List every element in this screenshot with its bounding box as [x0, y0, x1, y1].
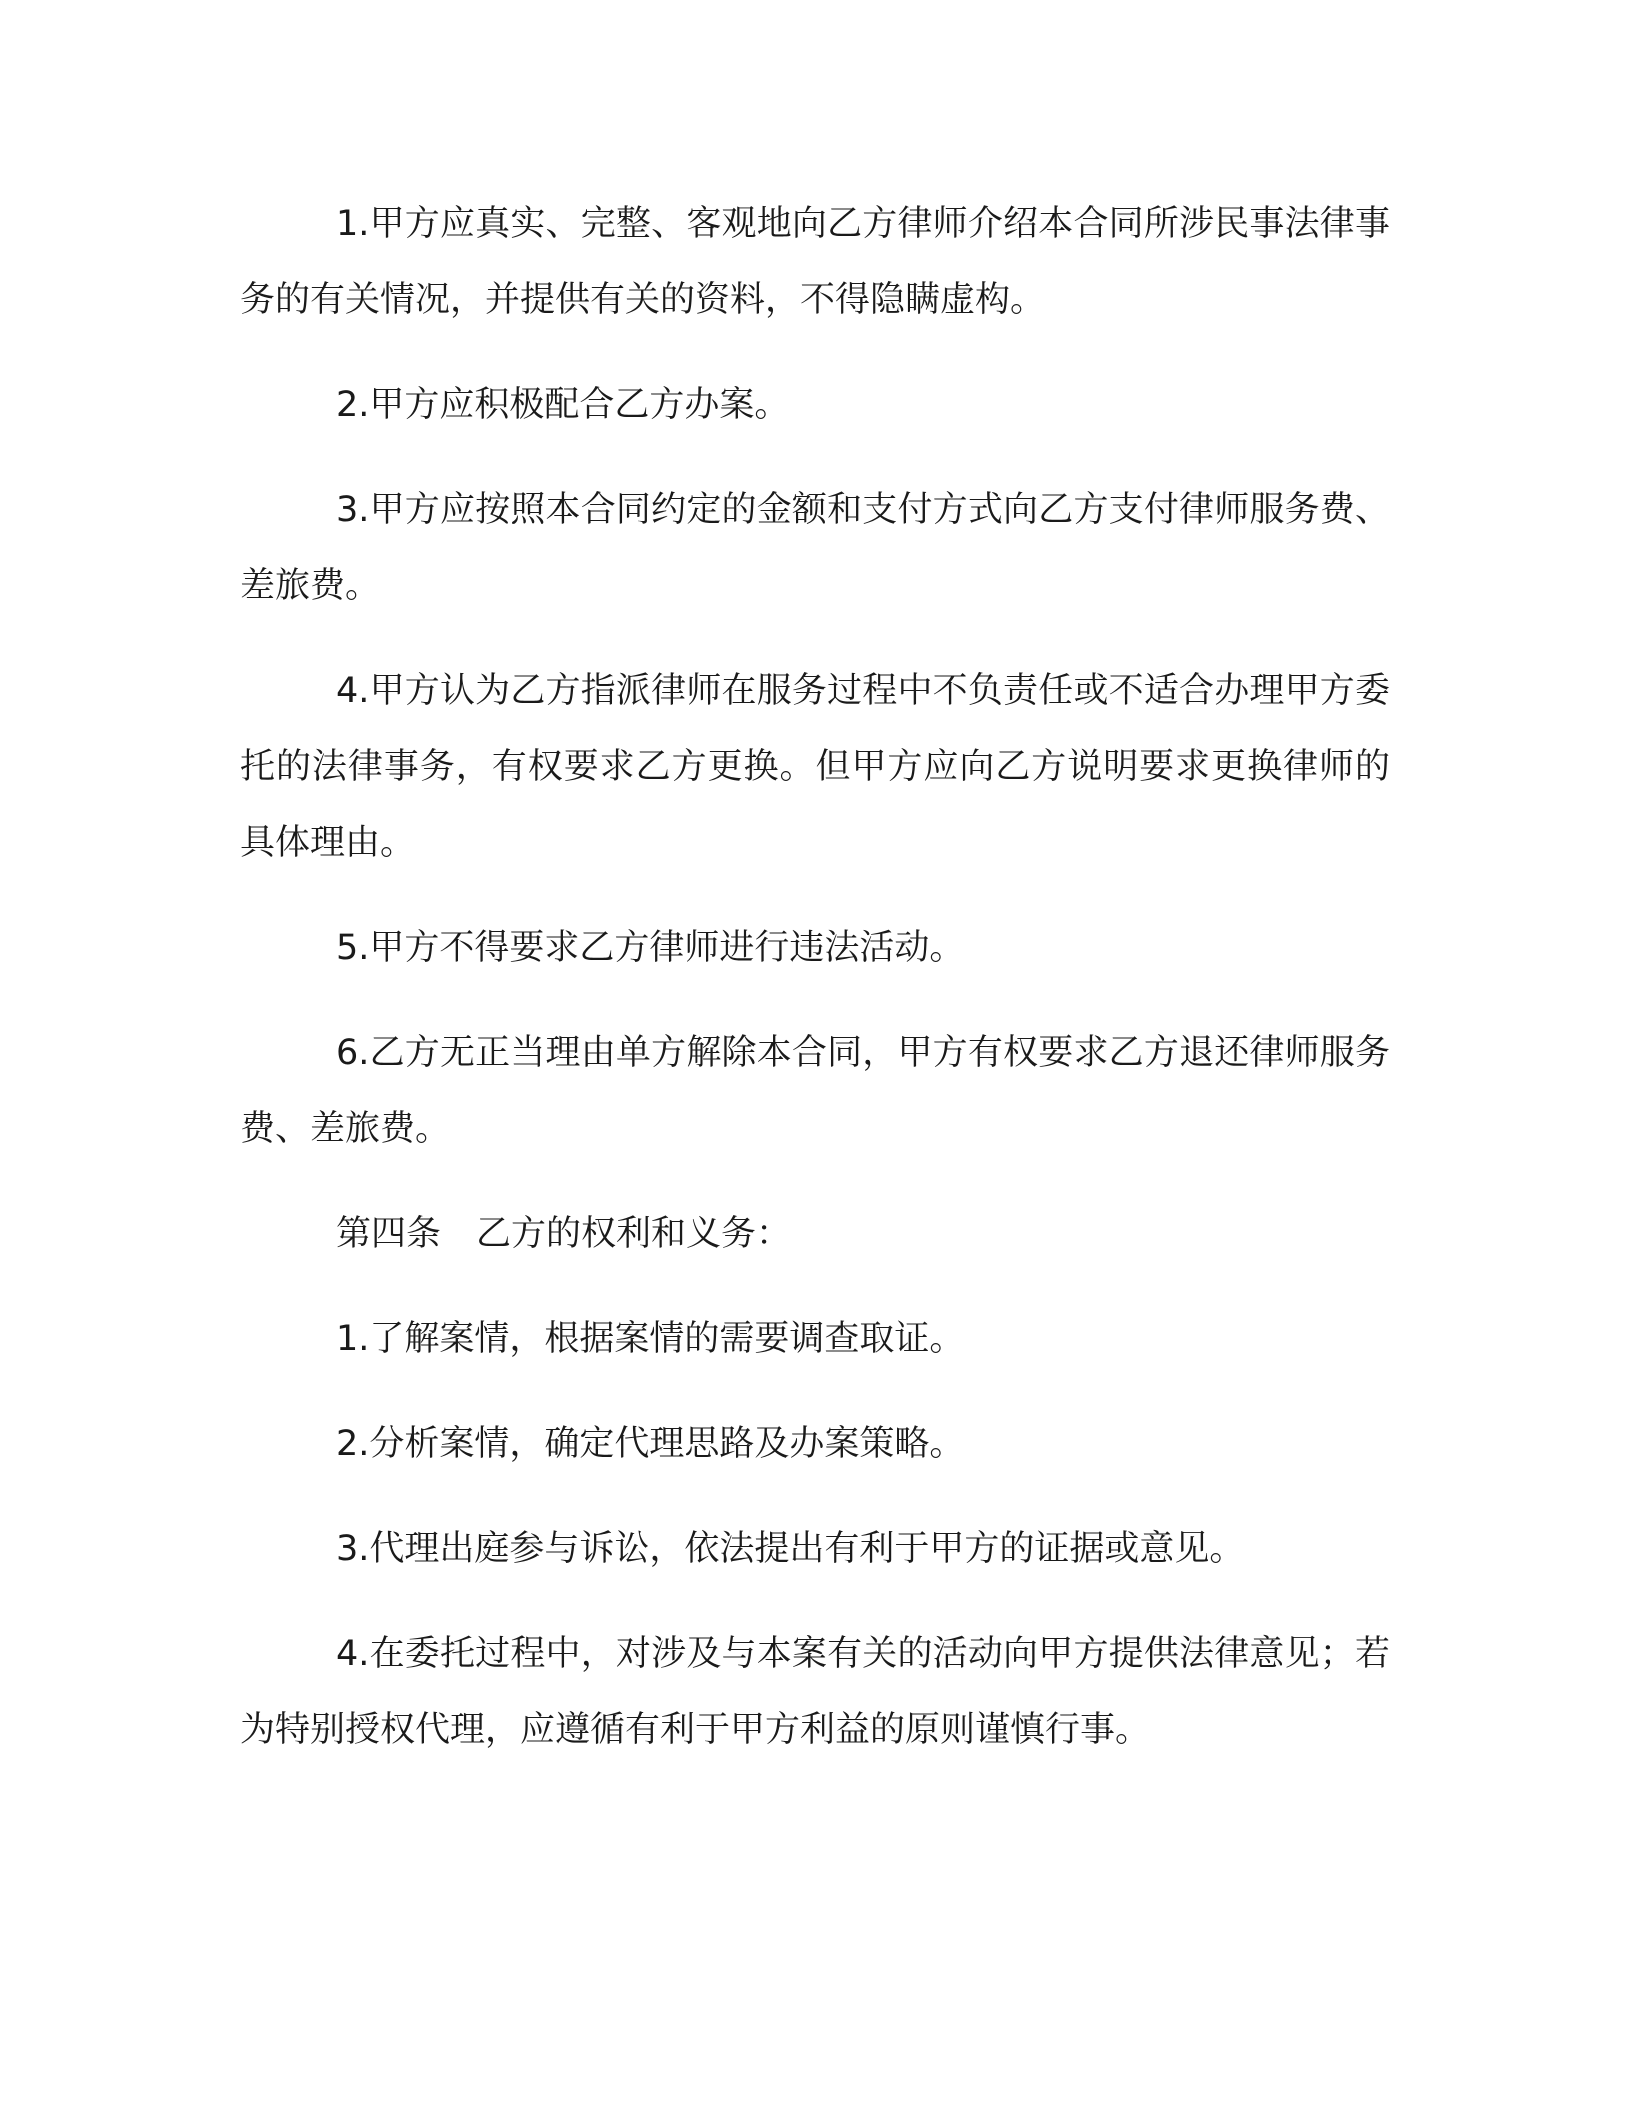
paragraph-party-a-duty-5: 5.甲方不得要求乙方律师进行违法活动。 — [336, 928, 965, 968]
document-body — [240, 186, 1390, 1797]
paragraph-party-b-duty-3: 3.代理出庭参与诉讼，依法提出有利于甲方的证据或意见。 — [336, 1529, 1245, 1569]
paragraph-party-a-duty-3: 3.甲方应按照本合同约定的金额和支付方式向乙方支付律师服务费、差旅费。 — [240, 490, 1390, 606]
section-heading-article-4: 第四条 乙方的权利和义务： — [336, 1214, 792, 1254]
paragraph-party-a-duty-2: 2.甲方应积极配合乙方办案。 — [336, 385, 790, 425]
paragraph-party-a-duty-1: 1.甲方应真实、完整、客观地向乙方律师介绍本合同所涉民事法律事务的有关情况，并提供有关的资料，不得隐瞒虚构。 — [240, 204, 1390, 320]
paragraph-party-b-duty-4: 4.在委托过程中，对涉及与本案有关的活动向甲方提供法律意见；若为特别授权代理，应遵循有利于甲方利益的原则谨慎行事。 — [240, 1634, 1390, 1750]
paragraph-party-a-duty-4: 4.甲方认为乙方指派律师在服务过程中不负责任或不适合办理甲方委托的法律事务，有权要求乙方更换。但甲方应向乙方说明要求更换律师的具体理由。 — [240, 671, 1390, 863]
paragraph-party-b-duty-1: 1.了解案情，根据案情的需要调查取证。 — [336, 1319, 965, 1359]
paragraph-party-a-duty-6: 6.乙方无正当理由单方解除本合同，甲方有权要求乙方退还律师服务费、差旅费。 — [240, 1033, 1390, 1149]
paragraph-party-b-duty-2: 2.分析案情，确定代理思路及办案策略。 — [336, 1424, 965, 1464]
